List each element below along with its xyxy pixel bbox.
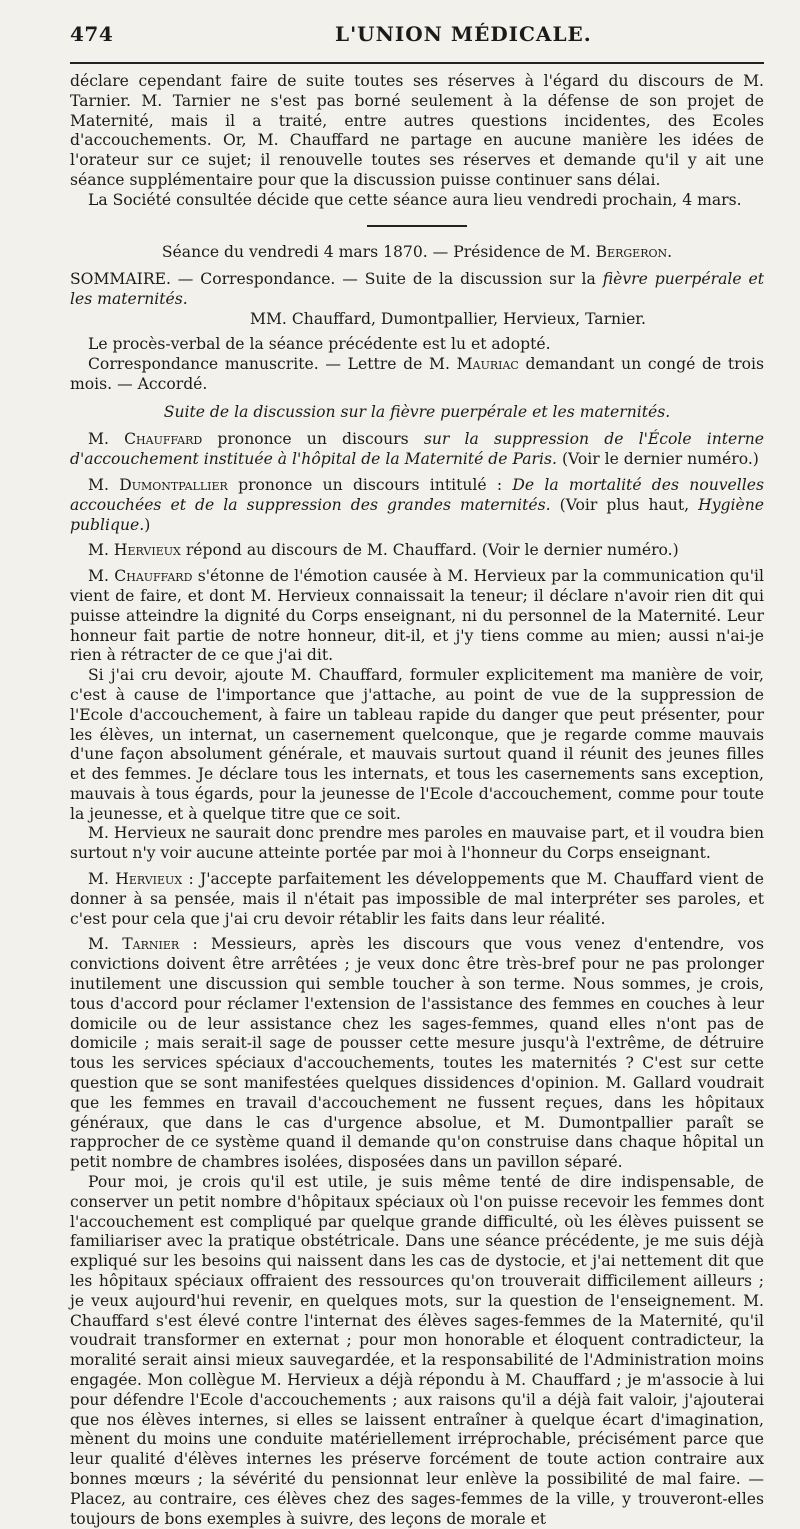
speaker-prefix: M. [88, 870, 109, 889]
paragraph-text-2: (Voir plus haut, [559, 495, 690, 514]
paragraph-chauffard-3: Si j'ai cru devoir, ajoute M. Chauffard, formuler explicitement ma manière de voir, c'est à cause de l'importance que j'attache, au point de vue de la suppression de l'Ecole d'accouchement, à faire un tableau rapide du danger que peut présenter, pour les élèves, un internat, un casernement quelconque, que je regarde comme mauvais d'une façon absolument générale, et mauvais surtout quand il réunit des jeunes filles et des femmes. Je déclare tous les internats, et tous les casernements sans exception, mauvais à tous égards, pour la jeunesse de l'Ecole d'accouchement, comme pour toute la jeunesse, et à quelque titre que ce soit. [70, 666, 764, 823]
sommaire-line-1 [70, 270, 764, 309]
paragraph-text: répond au discours de M. Chauffard. (Voir le dernier numéro.) [185, 541, 679, 560]
paragraph-text: : J'accepte parfaitement les développements que M. Chauffard vient de donner à sa pensée, mais il n'était pas impossible de mal interpréter ses paroles, et c'est pour cela que j'ai cru devoir rétablir les faits dans leur réalité. [70, 870, 764, 928]
sommaire-italic: fièvre puerpérale et les maternités. [70, 270, 764, 308]
paragraph-correspondance [70, 355, 764, 395]
running-head [70, 22, 764, 56]
paragraph-chauffard-1 [70, 430, 764, 470]
paragraph-text-end: ) [144, 515, 151, 534]
speaker-prefix: M. [88, 541, 109, 560]
sommaire-line-2: MM. Chauffard, Dumontpallier, Hervieux, Tarnier. [250, 309, 646, 328]
paragraph-chauffard-reserves: déclare cependant faire de suite toutes ses réserves à l'égard du discours de M. Tarnier. M. Tarnier ne s'est pas borné seulement à la défense de son projet de Maternité, mais il a traité, entre autres questions incidentes, des Ecoles d'accouchements. Or, M. Chauffard ne partage en aucune manière les idées de l'orateur sur ce sujet; il renouvelle toutes ses réserves et demande qu'il y ait une séance supplémentaire pour que la discussion puisse continuer sans délai. [70, 72, 764, 189]
paragraph-hervieux-1 [70, 541, 764, 561]
speaker-prefix: M. [88, 935, 109, 954]
article-body [70, 72, 764, 1529]
paragraph-text: prononce un discours intitulé : [238, 475, 503, 494]
speaker-name: Hervieux [113, 541, 181, 560]
speaker-name: Hervieux [115, 870, 183, 889]
section-divider [367, 225, 467, 227]
speaker-name: Chauffard [124, 430, 203, 449]
session-president: Bergeron. [595, 242, 673, 261]
correspondance-name: Mauriac [456, 354, 519, 373]
paragraph-text: : Messieurs, après les discours que vous venez d'entendre, vos convictions doivent être arrêtées ; je veux donc être très-bref pour ne pas prolonger inutilement une discussion qui semble toucher à son terme. Nous sommes, je crois, tous d'accord pour réclamer l'extension de l'assistance des femmes en couches à leur domicile ou de leur assistance chez les sages-femmes, quand elles n'ont pas de domicile ; mais serait-il sage de pousser cette mesure jusqu'à l'extrême, de détruire tous les services spéciaux d'accouchements, toutes les maternités ? C'est sur cette question que se sont manifestées quelques dissidences d'opinion. M. Gallard voudrait que les femmes en travail d'accouchement ne fussent reçues, dans les hôpitaux généraux, que dans le cas d'urgence absolue, et M. Dumontpallier paraît se rapprocher de ce système quand il demande qu'on construise dans chaque hôpital un petit nombre de chambres isolées, disposées dans un pavillon séparé. [70, 935, 764, 1172]
paragraph-italic: De la mortalité des nouvelles accouchées et de la suppression des grandes maternités. [70, 475, 764, 514]
correspondance-text: Correspondance manuscrite. — Lettre de M. [88, 354, 450, 373]
sommaire [70, 270, 764, 329]
speaker-prefix: M. [88, 567, 109, 586]
paragraph-hervieux-2 [70, 870, 764, 929]
paragraph-text: prononce un discours [217, 430, 409, 449]
page-number: 474 [70, 22, 114, 46]
paragraph-text: s'étonne de l'émotion causée à M. Hervieux par la communication qu'il vient de faire, et dont M. Hervieux connaissait la teneur; il déclare n'avoir rien dit qui puisse atteindre la dignité du Corps enseignant, ni du personnel de la Maternité. Leur honneur fait partie de notre honneur, dit-il, et j'y tiens comme au mien; aussi n'ai-je rien à rétracter de ce que j'ai dit. [70, 567, 764, 665]
journal-title: L'UNION MÉDICALE. [335, 22, 592, 46]
paragraph-text-end: (Voir le dernier numéro.) [561, 450, 759, 469]
paragraph-chauffard-4: M. Hervieux ne saurait donc prendre mes paroles en mauvaise part, et il voudra bien surtout n'y voir aucune atteinte portée par moi à l'honneur du Corps enseignant. [70, 824, 764, 863]
paragraph-chauffard-2 [70, 567, 764, 666]
speaker-prefix: M. [88, 430, 109, 449]
paragraph-proces-verbal: Le procès-verbal de la séance précédente est lu et adopté. [88, 335, 551, 354]
paragraph-dumontpallier [70, 476, 764, 535]
header-rule [70, 62, 764, 64]
correspondance-text-end: demandant un congé de trois mois. — Accordé. [70, 354, 764, 393]
sommaire-text: — Correspondance. — Suite de la discussion sur la [170, 270, 603, 289]
speaker-name: Tarnier [122, 935, 180, 954]
session-date: Séance du vendredi 4 mars 1870. — Présidence de M. [161, 242, 591, 261]
paragraph-society-decision: La Société consultée décide que cette séance aura lieu vendredi prochain, 4 mars. [88, 190, 742, 209]
speaker-name: Chauffard [114, 567, 193, 586]
paragraph-italic: sur la suppression de l'École interne d'accouchement instituée à l'hôpital de la Maternité de Paris. [70, 430, 764, 469]
sommaire-label: SOMMAIRE. [70, 270, 171, 289]
session-heading [70, 243, 764, 263]
paragraph-tarnier-2: Pour moi, je crois qu'il est utile, je suis même tenté de dire indispensable, de conserver un petit nombre d'hôpitaux spéciaux où l'on puisse recevoir les femmes dont l'accouchement est compliqué par quelque grande difficulté, où les élèves puissent se familiariser avec la pratique obstétricale. Dans une séance précédente, je me suis déjà expliqué sur les besoins qui naissent dans les cas de dystocie, et j'ai nettement dit que les hôpitaux spéciaux offraient des ressources qu'on trouverait difficilement ailleurs ; je veux aujourd'hui revenir, en quelques mots, sur la question de l'enseignement. M. Chauffard s'est élevé contre l'internat des élèves sages-femmes de la Maternité, qu'il voudrait transformer en externat ; pour mon honorable et éloquent contradicteur, la moralité serait ainsi mieux sauvegardée, et la responsabilité de l'Administration moins engagée. Mon collègue M. Hervieux a déjà répondu à M. Chauffard ; je m'associe à lui pour défendre l'Ecole d'accouchements ; aux raisons qu'il a déjà fait valoir, j'ajouterai que nos élèves internes, si elles se laissent entraîner à quelque écart d'imagination, mènent du moins une conduite matériellement irréprochable, précisément parce que leur qualité d'élèves internes les préserve forcément de toute action contraire aux bonnes mœurs ; la sévérité du pensionnat leur enlève la possibilité de mal faire. — Placez, au contraire, ces élèves chez des sages-femmes de la ville, y trouveront-elles toujours de bons exemples à suivre, des leçons de morale et [70, 1173, 764, 1528]
paragraph-tarnier-1 [70, 935, 764, 1173]
speaker-prefix: M. [88, 475, 109, 494]
speaker-name: Dumontpallier [119, 475, 228, 494]
discussion-title: Suite de la discussion sur la fièvre puerpérale et les maternités. [163, 402, 671, 421]
paragraph-italic-2: Hygiène publique. [70, 495, 764, 534]
